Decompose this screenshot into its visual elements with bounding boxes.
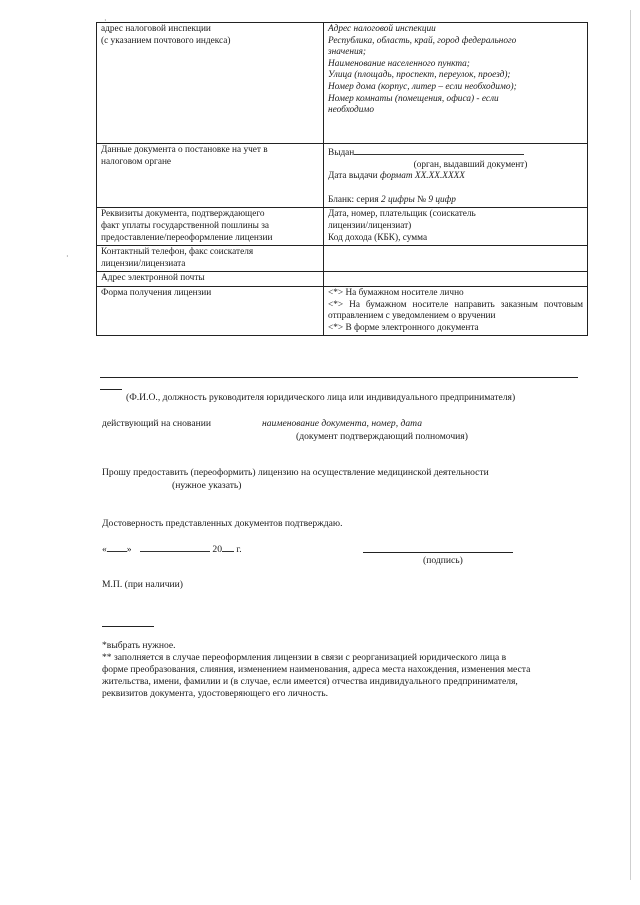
payment-details-line: Код дохода (КБК), сумма [328, 232, 428, 243]
footnote-reissue-line: форме преобразования, слияния, изменением наименования, адреса места нахождения, изменения места [102, 664, 531, 675]
form-series-value: 2 цифры [380, 194, 415, 205]
tax-office-address-line: Наименование населенного пункта; [328, 58, 470, 69]
tax-office-address-line: Улица (площадь, проспект, переулок, проезд); [328, 70, 511, 81]
table-row [97, 23, 588, 144]
row-label-line: адрес налоговой инспекции [101, 24, 211, 34]
license-request-caption: (нужное указать) [172, 480, 242, 491]
tax-office-address-line: Адрес налоговой инспекции [328, 24, 436, 34]
issued-label: Выдан [328, 148, 355, 158]
form-number-label: № [417, 194, 427, 205]
issuer-blank [354, 145, 524, 155]
footnote-reissue-line: реквизитов документа, удостоверяющего его личность. [102, 688, 328, 699]
scan-speck: · [104, 16, 107, 25]
footnote-choose: *выбрать нужное. [102, 640, 176, 651]
signature-caption: (подпись) [423, 555, 463, 566]
form-series-line [328, 195, 583, 207]
signature-line [363, 552, 513, 553]
tax-office-address-line: значения; [328, 47, 367, 58]
tax-office-address-line: Номер дома (корпус, литер – если необходимо); [328, 81, 517, 92]
delivery-option: <*> На бумажном носителе направить заказным почтовым отправлением с уведомлением о вручении [328, 299, 583, 322]
year-blank [222, 542, 234, 552]
stamp-note: М.П. (при наличии) [102, 579, 183, 590]
phone-value-cell [324, 246, 588, 272]
row-label-line: (с указанием почтового индекса) [101, 35, 231, 46]
row-label-cell [97, 144, 324, 208]
delivery-option: <*> На бумажном носителе лично [328, 287, 464, 298]
row-label-cell [97, 272, 324, 287]
row-label-cell [97, 208, 324, 246]
row-label-cell [97, 286, 324, 335]
payment-details-line: Дата, номер, плательщик (соискатель [328, 209, 476, 220]
date-quote-open: « [102, 544, 107, 555]
signing-date [102, 542, 242, 556]
form-number-value: 9 цифр [428, 194, 456, 205]
fio-caption: (Ф.И.О., должность руководителя юридического лица или индивидуального предпринимателя) [126, 392, 516, 403]
year-prefix: 20 [212, 544, 222, 555]
table-row [97, 208, 588, 246]
scan-edge [630, 10, 631, 880]
application-details-table [96, 22, 588, 336]
row-value-cell [324, 286, 588, 335]
row-label-line: Реквизиты документа, подтверждающего [101, 209, 265, 220]
payment-details-line: лицензии/лицензиат) [328, 220, 412, 231]
row-value-cell [324, 208, 588, 246]
row-label-cell [97, 23, 324, 144]
row-label-line: Адрес электронной почты [101, 273, 205, 284]
acting-basis-label: действующий на сновании [102, 418, 211, 429]
row-label-line: Данные документа о постановке на учет в [101, 145, 268, 155]
tax-office-address-line: Республика, область, край, город федерального [328, 35, 517, 46]
table-row [97, 246, 588, 272]
table-row [97, 286, 588, 335]
email-value-cell [324, 272, 588, 287]
table-row [97, 272, 588, 287]
acting-basis-caption: (документ подтверждающий полномочия) [296, 431, 468, 442]
issue-date-label: Дата выдачи [328, 171, 378, 182]
tax-office-address-line: необходимо [328, 105, 374, 116]
month-blank [140, 542, 210, 552]
row-label-line: предоставление/переоформление лицензии [101, 232, 273, 243]
row-label-line: лицензии/лицензиата [101, 258, 186, 269]
issuer-note: (орган, выдавший документ) [413, 159, 528, 170]
issue-date-format: формат XX.XX.XXXX [379, 171, 465, 182]
confirmation-text: Достоверность представленных документов подтверждаю. [102, 518, 343, 529]
form-series-label: Бланк: серия [328, 194, 379, 205]
scan-speck: · [66, 252, 69, 261]
footnote-reissue-line: жительства, имени, фамилии и (в случае, если имеется) отчества индивидуального предпринимателя, [102, 676, 518, 687]
footnote-reissue-line: ** заполняется в случае переоформления лицензии в связи с реорганизацией юридического лица в [102, 652, 507, 663]
delivery-option: <*> В форме электронного документа [328, 322, 479, 333]
fio-line [100, 377, 578, 378]
fio-line-short [100, 389, 122, 390]
row-value-cell [324, 23, 588, 144]
footnote-separator [102, 626, 154, 627]
row-value-cell [324, 144, 588, 208]
acting-basis-value: наименование документа, номер, дата [262, 418, 422, 429]
tax-office-address-line: Номер комнаты (помещения, офиса) - если [328, 93, 499, 104]
license-request-text: Прошу предоставить (переоформить) лицензию на осуществление медицинской деятельности [102, 467, 489, 478]
row-label-cell [97, 246, 324, 272]
row-label-line: факт уплаты государственной пошлины за [101, 220, 270, 231]
day-blank [107, 542, 127, 552]
row-label-line: налоговом органе [101, 156, 172, 167]
date-quote-close: » [126, 544, 132, 555]
row-label-line: Форма получения лицензии [101, 287, 212, 298]
row-label-line: Контактный телефон, факс соискателя [101, 247, 254, 258]
issue-date-line [328, 171, 583, 183]
year-suffix: г. [236, 544, 242, 555]
table-row [97, 144, 588, 208]
issued-line [328, 145, 583, 160]
